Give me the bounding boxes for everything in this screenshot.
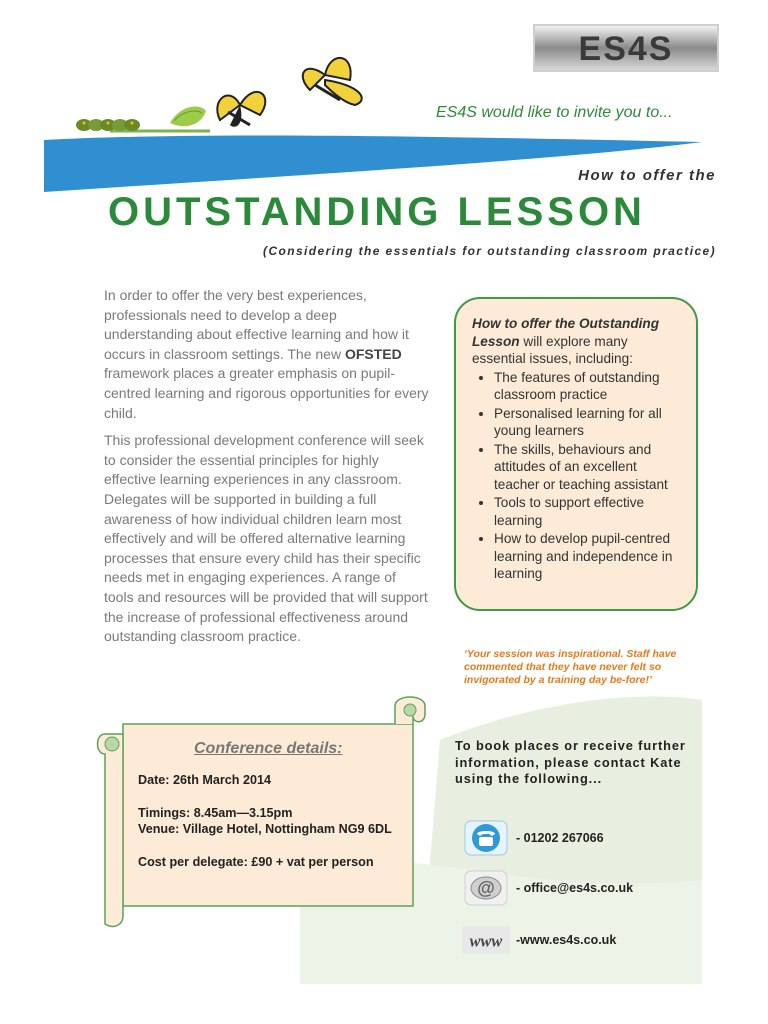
- at-sign-icon: [462, 869, 510, 907]
- list-item: • Personalised learning for all young learners: [494, 405, 684, 440]
- intro-p1-start: In order to offer the very best experiences, professionals need to develop a deep understanding about effective learning and how it occurs in classroom settings. The new: [104, 287, 409, 362]
- conference-details: [138, 772, 408, 870]
- main-title: OUTSTANDING LESSON: [108, 190, 646, 234]
- es4s-logo: [533, 24, 719, 72]
- intro-paragraph-2: This professional development conference will seek to consider the essential principles for highly effective learning experiences in any classroom. Delegates will be supported in building a full awareness of how individual children learn most effectively and will be offered alternative learning processes that ensure every child has their specific needs met in engaging experiences. A range of tools and resources will be provided that will support the increase of professional effectiveness around outstanding classroom practice.: [104, 432, 428, 645]
- feature-list: [472, 369, 684, 583]
- chrysalis-icon: [170, 107, 206, 127]
- conference-date: Date: 26th March 2014: [138, 773, 271, 787]
- phone-contact: [462, 819, 604, 857]
- conference-details-title: Conference details:: [194, 740, 343, 757]
- conference-venue: Venue: Village Hotel, Nottingham NG9 6DL: [138, 822, 392, 836]
- feature-box-title: How to offer the Outstanding Lesson: [472, 316, 660, 349]
- testimonial-quote: ‘Your session was inspirational. Staff have commented that they have never felt so invigorated by a training day be-fore!’: [464, 648, 677, 686]
- invite-line: ES4S would like to invite you to...: [436, 104, 673, 121]
- butterfly-icon: [217, 92, 265, 127]
- list-item: • The features of outstanding classroom practice: [494, 369, 684, 404]
- conference-timings: Timings: 8.45am—3.15pm: [138, 805, 293, 820]
- caterpillar-icon: [76, 119, 140, 131]
- intro-text: [104, 286, 429, 655]
- ofsted-term: OFSTED: [344, 345, 402, 362]
- phone-number[interactable]: - 01202 267066: [516, 831, 604, 845]
- tagline: (Considering the essentials for outstanding classroom practice): [263, 244, 716, 258]
- intro-p1-end: framework places a greater emphasis on pupil-centred learning and rigorous opportunities for every child.: [104, 365, 429, 421]
- list-item: • How to develop pupil-centred learning and independence in learning: [494, 530, 684, 583]
- butterfly-life-cycle-illustration: [70, 45, 400, 140]
- list-item: • The skills, behaviours and attitudes of an excellent teacher or teaching assistant: [494, 441, 684, 494]
- contact-intro: To book places or receive further information, please contact Kate using the following...: [455, 738, 686, 786]
- svg-text:ES4S: ES4S: [578, 30, 674, 68]
- conference-cost: Cost per delegate: £90 + vat per person: [138, 854, 374, 869]
- website-link[interactable]: -www.es4s.co.uk: [516, 933, 617, 947]
- svg-text:@: @: [477, 878, 495, 898]
- feature-box-lead: [472, 315, 684, 368]
- telephone-icon: [462, 819, 510, 857]
- title-prefix: How to offer the: [578, 167, 716, 184]
- web-contact: [462, 921, 616, 959]
- intro-paragraph-1: [104, 286, 429, 423]
- feature-box: [454, 297, 698, 611]
- list-item: • Tools to support effective learning: [494, 494, 684, 529]
- svg-text:www: www: [469, 931, 503, 951]
- www-icon: [462, 921, 510, 959]
- feature-box-lead-rest: will explore many essential issues, including:: [472, 333, 633, 366]
- email-address[interactable]: - office@es4s.co.uk: [516, 881, 634, 895]
- butterfly-icon: [303, 58, 362, 105]
- email-contact: [462, 869, 633, 907]
